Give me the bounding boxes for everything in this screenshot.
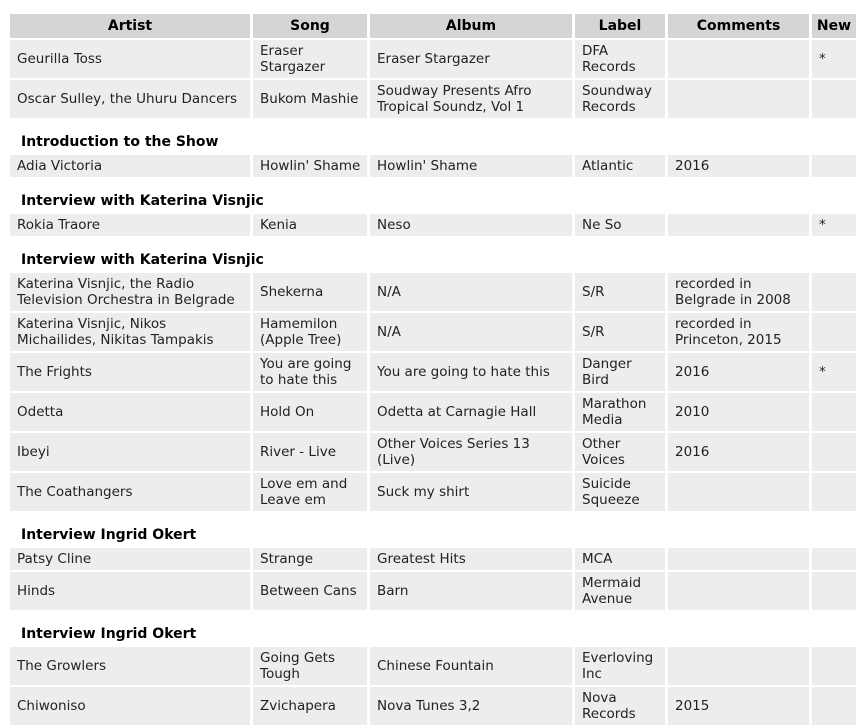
- section-heading: Interview Ingrid Okert: [21, 626, 197, 642]
- cell-album: Suck my shirt: [370, 473, 572, 511]
- cell-label: DFA Records: [575, 40, 665, 78]
- table-row: [10, 473, 856, 511]
- column-header-album: Album: [370, 14, 572, 38]
- cell-comments: [668, 214, 809, 236]
- cell-artist: Chiwoniso: [10, 687, 250, 725]
- cell-new: [812, 572, 856, 610]
- cell-artist: Odetta: [10, 393, 250, 431]
- cell-new: [812, 273, 856, 311]
- cell-song: River - Live: [253, 433, 367, 471]
- cell-artist: Hinds: [10, 572, 250, 610]
- cell-comments: [668, 647, 809, 685]
- cell-label: Other Voices: [575, 433, 665, 471]
- cell-label: Atlantic: [575, 155, 665, 177]
- cell-song: Strange: [253, 548, 367, 570]
- table-row: [10, 393, 856, 431]
- section-heading: Interview with Katerina Visnjic: [21, 252, 264, 268]
- cell-album: Chinese Fountain: [370, 647, 572, 685]
- section-heading: Interview with Katerina Visnjic: [21, 193, 264, 209]
- header-row: [10, 14, 856, 38]
- column-header-new: New: [812, 14, 856, 38]
- cell-comments: 2016: [668, 433, 809, 471]
- cell-new: [812, 647, 856, 685]
- cell-song: Howlin' Shame: [253, 155, 367, 177]
- cell-comments: 2016: [668, 155, 809, 177]
- column-header-artist: Artist: [10, 14, 250, 38]
- cell-comments: [668, 572, 809, 610]
- cell-comments: [668, 40, 809, 78]
- cell-artist: Ibeyi: [10, 433, 250, 471]
- cell-artist: Oscar Sulley, the Uhuru Dancers: [10, 80, 250, 118]
- cell-song: Hold On: [253, 393, 367, 431]
- cell-comments: [668, 473, 809, 511]
- cell-new: *: [812, 40, 856, 78]
- cell-label: Danger Bird: [575, 353, 665, 391]
- cell-artist: Geurilla Toss: [10, 40, 250, 78]
- cell-comments: 2016: [668, 353, 809, 391]
- cell-label: Nova Records: [575, 687, 665, 725]
- section-heading: Interview Ingrid Okert: [21, 527, 197, 543]
- cell-album: N/A: [370, 273, 572, 311]
- table-row: [10, 647, 856, 685]
- cell-album: N/A: [370, 313, 572, 351]
- cell-new: [812, 155, 856, 177]
- cell-album: Howlin' Shame: [370, 155, 572, 177]
- cell-new: [812, 313, 856, 351]
- playlist-table: [7, 271, 859, 513]
- cell-artist: Katerina Visnjic, Nikos Michailides, Nikitas Tampakis: [10, 313, 250, 351]
- cell-album: Barn: [370, 572, 572, 610]
- cell-album: Other Voices Series 13 (Live): [370, 433, 572, 471]
- cell-album: Neso: [370, 214, 572, 236]
- cell-label: MCA: [575, 548, 665, 570]
- playlist-table: [7, 12, 859, 120]
- cell-new: *: [812, 353, 856, 391]
- cell-label: S/R: [575, 313, 665, 351]
- cell-new: [812, 80, 856, 118]
- cell-song: Between Cans: [253, 572, 367, 610]
- column-header-song: Song: [253, 14, 367, 38]
- cell-new: [812, 473, 856, 511]
- cell-album: Soudway Presents Afro Tropical Soundz, Vol 1: [370, 80, 572, 118]
- table-row: [10, 572, 856, 610]
- cell-album: Greatest Hits: [370, 548, 572, 570]
- cell-artist: Rokia Traore: [10, 214, 250, 236]
- table-row: [10, 214, 856, 236]
- table-row: [10, 80, 856, 118]
- cell-artist: The Coathangers: [10, 473, 250, 511]
- table-row: [10, 548, 856, 570]
- cell-album: You are going to hate this: [370, 353, 572, 391]
- playlist-table: [7, 645, 859, 727]
- cell-label: Mermaid Avenue: [575, 572, 665, 610]
- cell-label: Suicide Squeeze: [575, 473, 665, 511]
- column-header-label: Label: [575, 14, 665, 38]
- cell-comments: recorded in Princeton, 2015: [668, 313, 809, 351]
- table-row: [10, 273, 856, 311]
- cell-song: Zvichapera: [253, 687, 367, 725]
- table-row: [10, 313, 856, 351]
- cell-artist: The Growlers: [10, 647, 250, 685]
- table-row: [10, 433, 856, 471]
- cell-comments: recorded in Belgrade in 2008: [668, 273, 809, 311]
- cell-album: Nova Tunes 3,2: [370, 687, 572, 725]
- cell-artist: Patsy Cline: [10, 548, 250, 570]
- table-row: [10, 353, 856, 391]
- cell-comments: 2010: [668, 393, 809, 431]
- cell-label: Soundway Records: [575, 80, 665, 118]
- section-heading: Introduction to the Show: [21, 134, 219, 150]
- cell-artist: Katerina Visnjic, the Radio Television Orchestra in Belgrade: [10, 273, 250, 311]
- cell-label: S/R: [575, 273, 665, 311]
- cell-album: Eraser Stargazer: [370, 40, 572, 78]
- cell-artist: Adia Victoria: [10, 155, 250, 177]
- cell-song: Love em and Leave em: [253, 473, 367, 511]
- playlist-table: [7, 212, 859, 238]
- cell-song: You are going to hate this: [253, 353, 367, 391]
- cell-song: Going Gets Tough: [253, 647, 367, 685]
- playlist-table: [7, 153, 859, 179]
- cell-new: [812, 433, 856, 471]
- cell-song: Kenia: [253, 214, 367, 236]
- cell-label: Marathon Media: [575, 393, 665, 431]
- table-row: [10, 40, 856, 78]
- table-row: [10, 155, 856, 177]
- playlist-table: [7, 546, 859, 612]
- cell-song: Shekerna: [253, 273, 367, 311]
- cell-label: Ne So: [575, 214, 665, 236]
- column-header-comments: Comments: [668, 14, 809, 38]
- cell-comments: [668, 548, 809, 570]
- cell-song: Hamemilon (Apple Tree): [253, 313, 367, 351]
- cell-album: Odetta at Carnagie Hall: [370, 393, 572, 431]
- cell-new: [812, 393, 856, 431]
- cell-comments: 2015: [668, 687, 809, 725]
- cell-song: Bukom Mashie: [253, 80, 367, 118]
- cell-song: Eraser Stargazer: [253, 40, 367, 78]
- cell-label: Everloving Inc: [575, 647, 665, 685]
- cell-new: [812, 548, 856, 570]
- cell-new: [812, 687, 856, 725]
- cell-new: *: [812, 214, 856, 236]
- cell-comments: [668, 80, 809, 118]
- table-row: [10, 687, 856, 725]
- cell-artist: The Frights: [10, 353, 250, 391]
